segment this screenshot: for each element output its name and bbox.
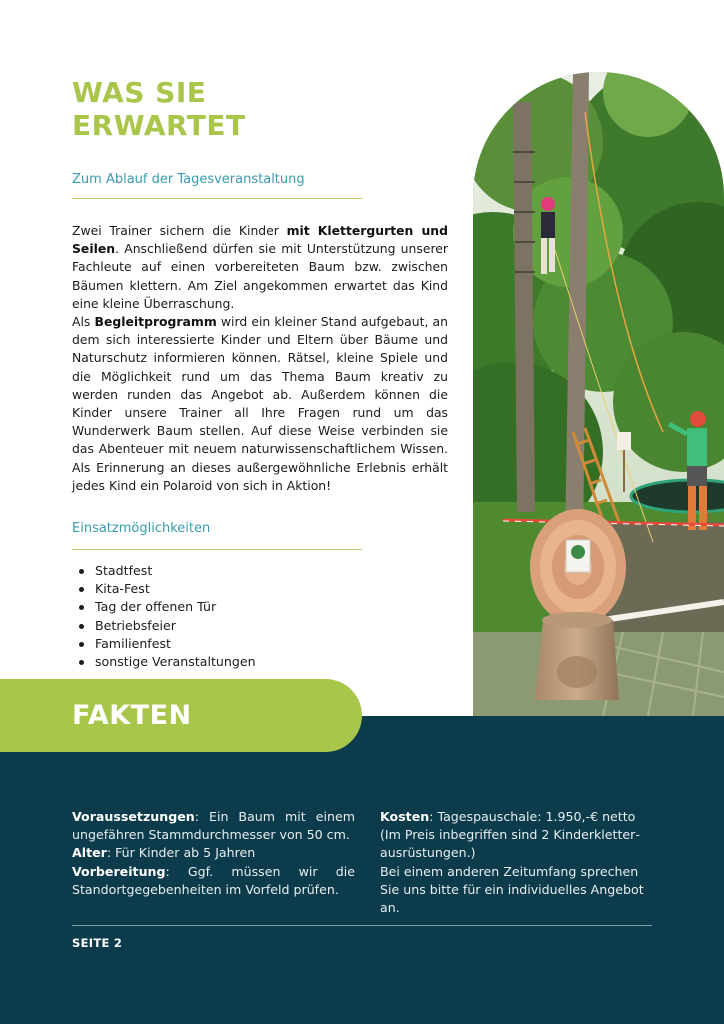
uses-heading: Einsatzmöglichkeiten	[72, 521, 211, 536]
facts-left-column	[72, 808, 355, 899]
list-item: Tag der offenen Tür	[76, 598, 256, 616]
photo-illustration	[473, 72, 724, 716]
page-number: SEITE 2	[72, 936, 123, 950]
facts-right-column	[380, 808, 654, 917]
schedule-heading: Zum Ablauf der Tagesveranstaltung	[72, 172, 305, 187]
uses-list	[76, 562, 256, 671]
list-item: Betriebsfeier	[76, 617, 256, 635]
fact-other-offer: Bei einem anderen Zeitumfang sprechen Sie uns bitte für ein individuelles Angebot an.	[380, 863, 644, 916]
schedule-divider	[72, 198, 362, 199]
schedule-body	[72, 222, 448, 495]
tree-climbing-photo	[473, 72, 724, 716]
page-title: WAS SIE ERWARTET	[72, 76, 246, 142]
list-item: Familienfest	[76, 635, 256, 653]
paragraph-climbing: Zwei Trainer sichern die Kinder mit Klettergurten und Seilen. Anschließend dürfen sie mit Unterstützung unserer Fachleute auf einen vorbereiteten Baum bzw. zwischen Bäumen klettern. Am Ziel angekommen erwartet das Kind eine kleine Überraschung.	[72, 223, 448, 311]
footer-divider	[72, 925, 652, 926]
fact-costs: Kosten: Tagespauschale: 1.950,-€ netto	[380, 809, 636, 824]
uses-divider	[72, 549, 362, 550]
fact-preparation: Vorbereitung: Ggf. müssen wir die Standortgegebenheiten im Vorfeld prüfen.	[72, 863, 355, 897]
list-item: Kita-Fest	[76, 580, 256, 598]
fact-age: Alter: Für Kinder ab 5 Jahren	[72, 845, 256, 861]
paragraph-program: Als Begleitprogramm wird ein kleiner Stand aufgebaut, an dem sich interessierte Kinder und Eltern über Bäume und Naturschutz informieren können. Rätsel, kleine Spiele und die Möglichkeit rund um das Thema Baum kreativ zu werden runden das Angebot ab. Außerdem können die Kinder unsere Trainer all Ihre Fragen rund um das Wunderwerk Baum stellen. Auf diese Weise verbinden sie das Abenteuer mit neuem naturwissenschaftlichem Wissen. Als Erinnerung an dieses außergewöhnliche Erlebnis erhält jedes Kind ein Polaroid von sich in Aktion!	[72, 314, 448, 493]
list-item: Stadtfest	[76, 562, 256, 580]
facts-title: FAKTEN	[72, 700, 192, 731]
fact-requirements: Voraussetzungen: Ein Baum mit einem ungefähren Stammdurchmesser von 50 cm.	[72, 809, 355, 843]
fact-costs-note: (Im Preis inbegriffen sind 2 Kinderkletterausrüstungen.)	[380, 827, 640, 861]
list-item: sonstige Veranstaltungen	[76, 653, 256, 671]
